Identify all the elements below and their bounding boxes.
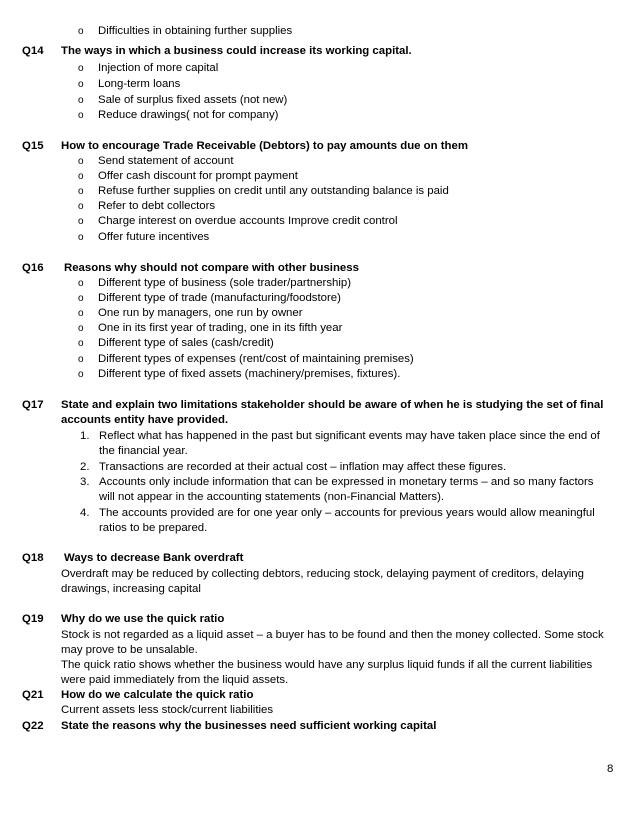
list-item [78, 169, 298, 184]
question-title-continued: accounts entity have provided. [61, 414, 229, 426]
list-item-text: Sale of surplus fixed assets (not new) [98, 94, 288, 106]
answer-text: drawings, increasing capital [61, 583, 201, 595]
bullet-marker: o [78, 278, 84, 289]
numbered-item [80, 460, 506, 475]
bullet-marker: o [78, 186, 84, 197]
question-number: Q17 [22, 399, 44, 411]
list-item [78, 184, 449, 199]
list-item-text: Offer future incentives [98, 231, 210, 243]
bullet-marker: o [78, 63, 84, 74]
list-item [78, 352, 414, 367]
numbered-item [80, 506, 595, 521]
list-item [78, 336, 274, 351]
item-text: The accounts provided are for one year only – accounts for previous years would allow meaningful [99, 507, 595, 519]
bullet-marker: o [78, 323, 84, 334]
question-number: Q15 [22, 140, 44, 152]
question-number: Q21 [22, 689, 44, 701]
answer-text: The quick ratio shows whether the business would have any surplus liquid funds if all the current liabilities [61, 659, 593, 671]
bullet-marker: o [78, 110, 84, 121]
list-item-text: Different type of trade (manufacturing/foodstore) [98, 292, 341, 304]
question-number: Q16 [22, 262, 44, 274]
item-number: 2. [80, 461, 90, 473]
page-number: 8 [607, 763, 614, 775]
question-title: Why do we use the quick ratio [61, 613, 225, 625]
bullet-marker: o [78, 156, 84, 167]
list-item [78, 276, 351, 291]
item-text: Transactions are recorded at their actual cost – inflation may affect these figures. [99, 461, 507, 473]
list-item [78, 108, 278, 123]
list-item-text: One run by managers, one run by owner [98, 307, 303, 319]
list-item-text: Send statement of account [98, 155, 234, 167]
answer-text: Current assets less stock/current liabilities [61, 704, 274, 716]
list-item-text: Refer to debt collectors [98, 200, 216, 212]
list-item [78, 214, 397, 229]
bullet-marker: o [78, 171, 84, 182]
item-number: 4. [80, 507, 90, 519]
bullet-marker: o [78, 338, 84, 349]
list-item [78, 24, 292, 39]
numbered-item-continued: will not appear in the accounting statements (non-Financial Matters). [99, 491, 445, 503]
list-item [78, 61, 218, 76]
list-item [78, 367, 400, 382]
list-item-text: Refuse further supplies on credit until any outstanding balance is paid [98, 185, 449, 197]
question-number: Q14 [22, 45, 44, 57]
question-title: How to encourage Trade Receivable (Debtors) to pay amounts due on them [61, 140, 468, 152]
numbered-item-continued: the financial year. [99, 445, 188, 457]
list-item-text: Different type of sales (cash/credit) [98, 337, 274, 349]
list-item [78, 93, 287, 108]
bullet-marker: o [78, 201, 84, 212]
list-item [78, 77, 180, 92]
list-item [78, 291, 341, 306]
list-item-text: Charge interest on overdue accounts Improve credit control [98, 215, 398, 227]
bullet-marker: o [78, 216, 84, 227]
question-title: Ways to decrease Bank overdraft [64, 552, 244, 564]
question-title: State the reasons why the businesses need sufficient working capital [61, 720, 437, 732]
item-text: Accounts only include information that can be expressed in monetary terms – and so many factors [99, 476, 594, 488]
list-item [78, 154, 234, 169]
numbered-item [80, 475, 593, 490]
answer-text: Overdraft may be reduced by collecting debtors, reducing stock, delaying payment of creditors, delaying [61, 568, 584, 580]
bullet-marker: o [78, 232, 84, 243]
list-item [78, 230, 209, 245]
bullet-marker: o [78, 369, 84, 380]
bullet-marker: o [78, 308, 84, 319]
question-number: Q22 [22, 720, 44, 732]
list-item-text: Offer cash discount for prompt payment [98, 170, 298, 182]
question-number: Q18 [22, 552, 44, 564]
bullet-marker: o [78, 354, 84, 365]
item-number: 1. [80, 430, 90, 442]
list-item [78, 199, 215, 214]
bullet-marker: o [78, 79, 84, 90]
numbered-item [80, 429, 600, 444]
list-item-text: Different type of business (sole trader/partnership) [98, 277, 352, 289]
list-item [78, 321, 342, 336]
question-title: Reasons why should not compare with other business [64, 262, 359, 274]
list-item-text: Difficulties in obtaining further supplies [98, 25, 293, 37]
question-title: State and explain two limitations stakeholder should be aware of when he is studying the set of final [61, 399, 604, 411]
answer-text: may prove to be unsalable. [61, 644, 198, 656]
list-item-text: Different types of expenses (rent/cost of maintaining premises) [98, 353, 414, 365]
question-number: Q19 [22, 613, 44, 625]
item-number: 3. [80, 476, 90, 488]
list-item-text: Reduce drawings( not for company) [98, 109, 279, 121]
bullet-marker: o [78, 293, 84, 304]
list-item-text: Different type of fixed assets (machinery/premises, fixtures). [98, 368, 401, 380]
list-item-text: Injection of more capital [98, 62, 219, 74]
list-item-text: One in its first year of trading, one in its fifth year [98, 322, 343, 334]
list-item-text: Long-term loans [98, 78, 181, 90]
question-title: The ways in which a business could increase its working capital. [61, 45, 412, 57]
answer-text: Stock is not regarded as a liquid asset – a buyer has to be found and then the money collected. Some stock [61, 629, 604, 641]
item-text: Reflect what has happened in the past but significant events may have taken place since the end of [99, 430, 600, 442]
numbered-item-continued: ratios to be prepared. [99, 522, 208, 534]
list-item [78, 306, 303, 321]
bullet-marker: o [78, 95, 84, 106]
answer-text: were paid immediately from the liquid assets. [61, 674, 289, 686]
question-title: How do we calculate the quick ratio [61, 689, 254, 701]
bullet-marker: o [78, 26, 84, 37]
